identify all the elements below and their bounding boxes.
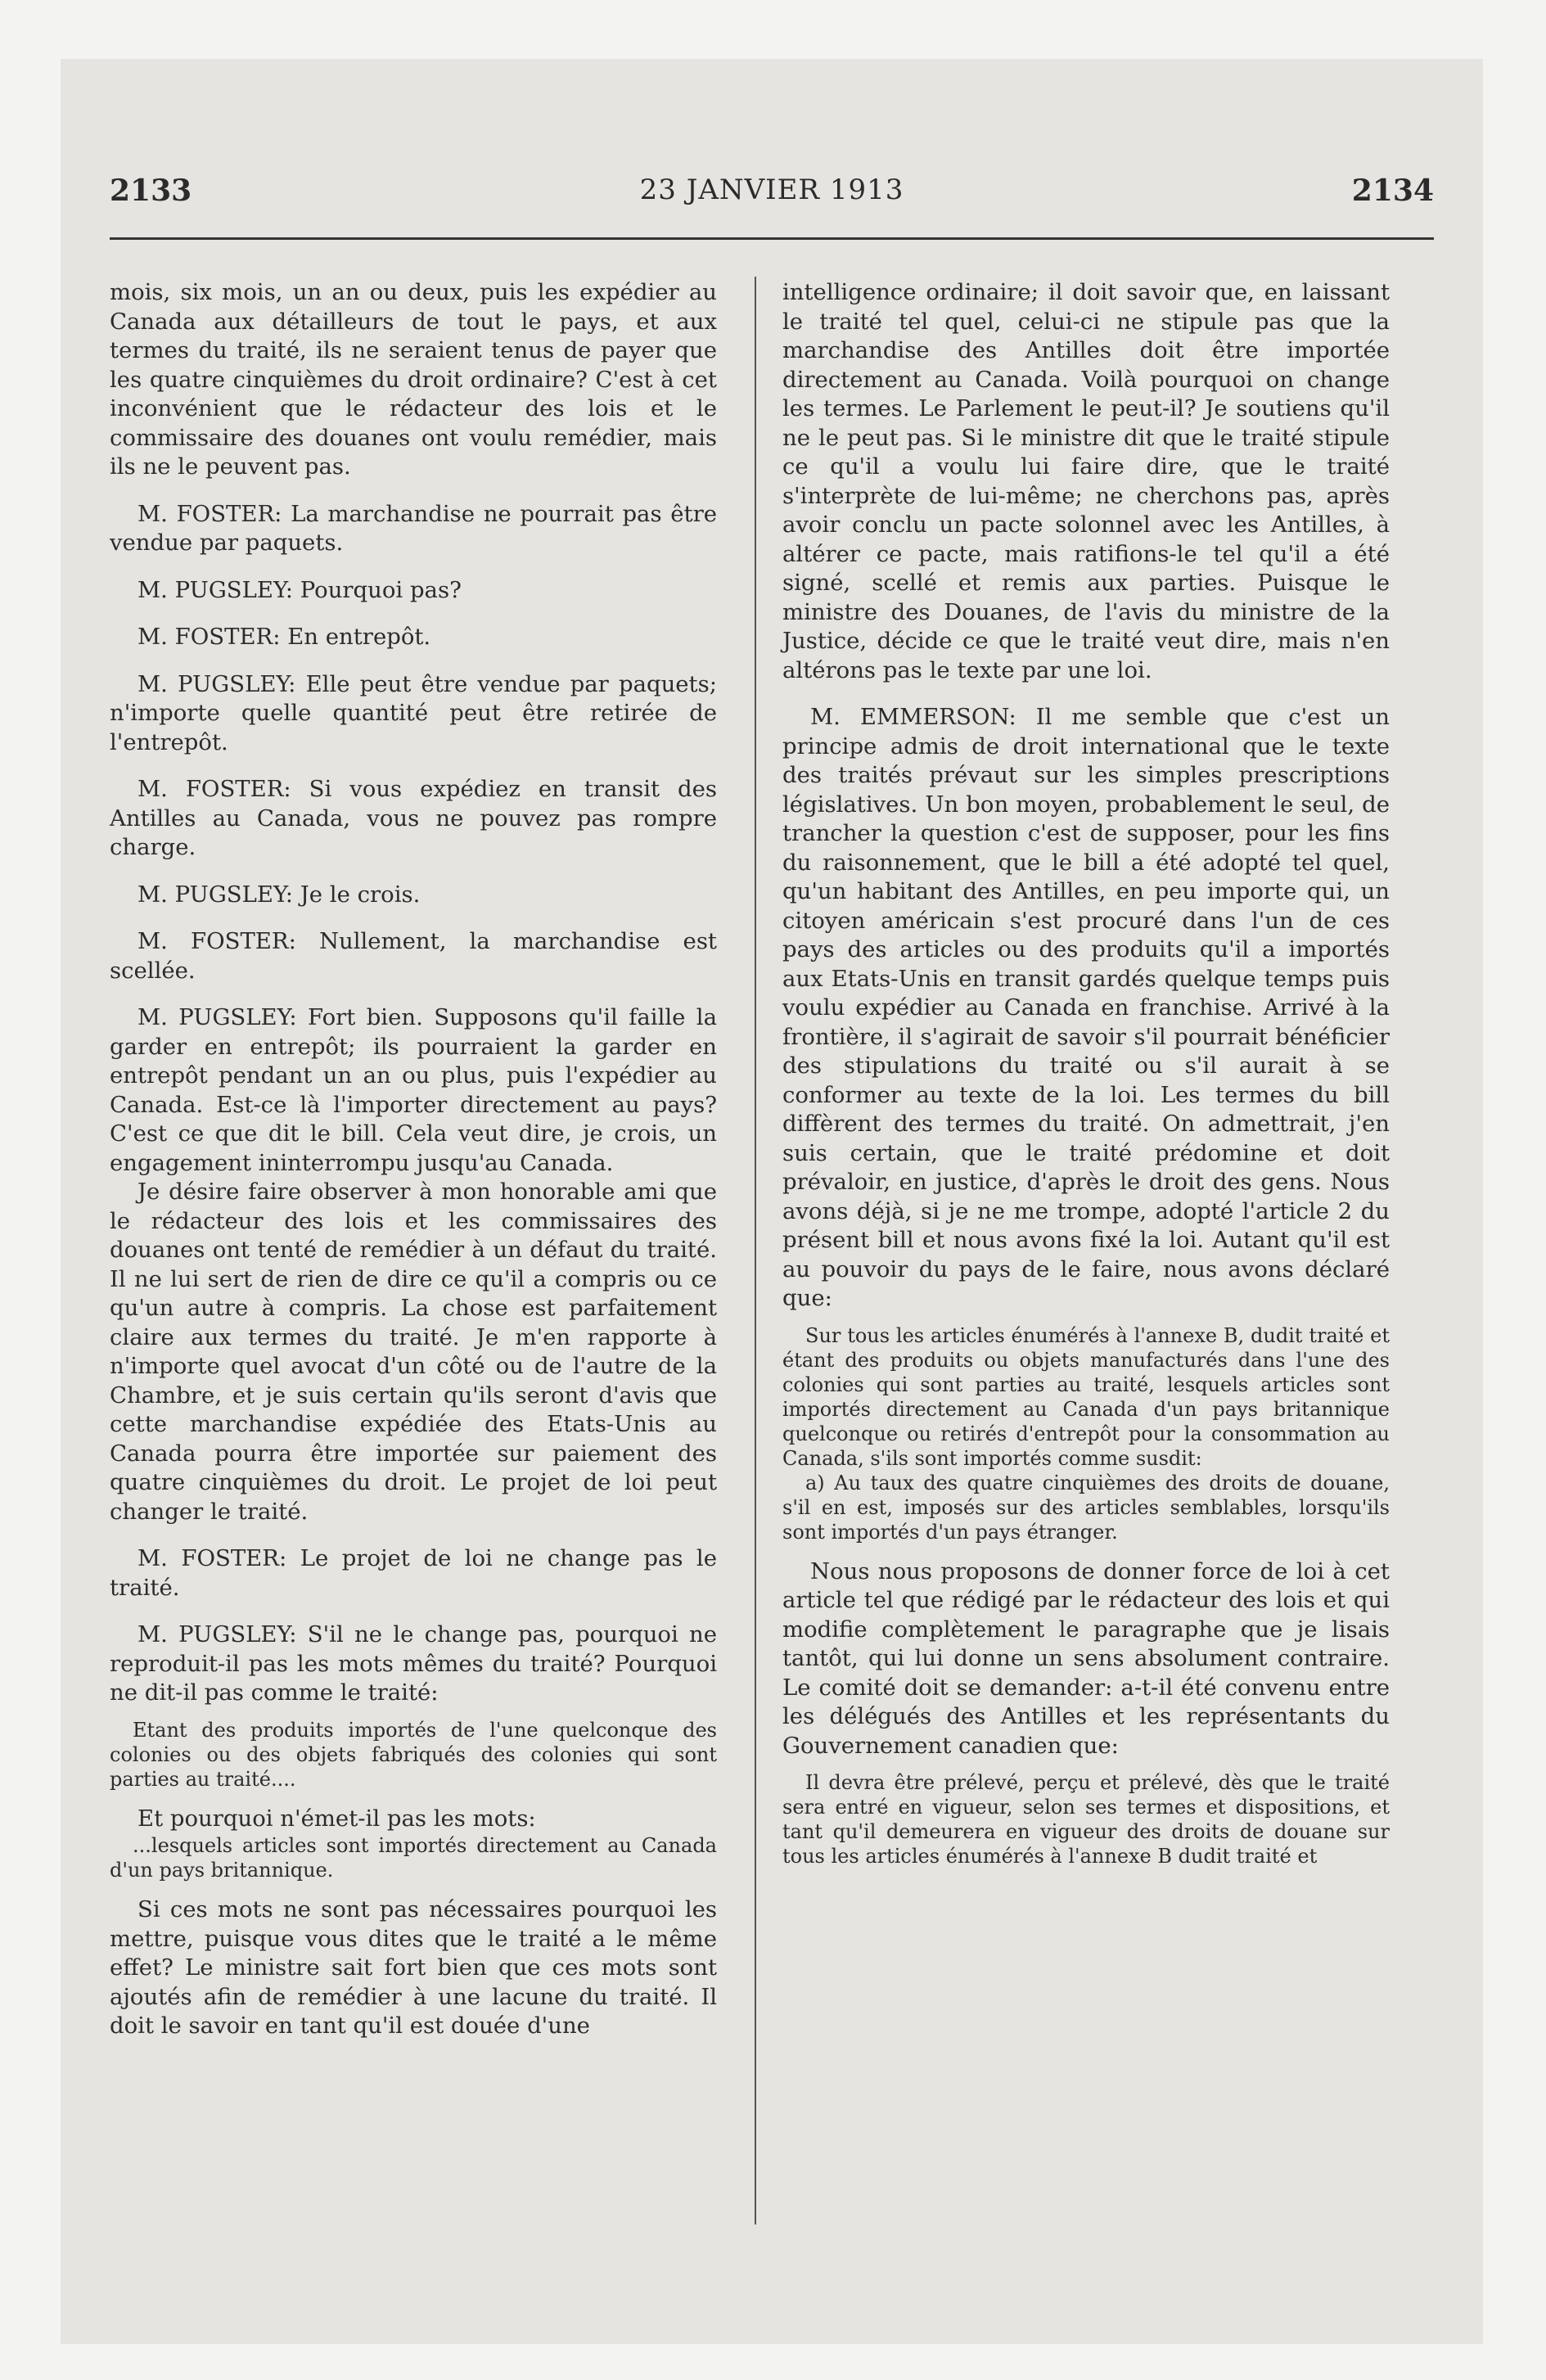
paragraph: M. PUGSLEY: Fort bien. Supposons qu'il faille la garder en entrepôt; ils pourraient la garder en entrepôt pendant un an ou plus, puis l'expédier au Canada. Est-ce là l'importer directement au pays? C'est ce que dit le bill. Cela veut dire, je crois, un engagement ininterrompu jusqu'au Canada.: [110, 1004, 717, 1176]
right-column: [782, 278, 1390, 1868]
paragraph: M. FOSTER: Le projet de loi ne change pas le traité.: [110, 1545, 717, 1601]
paragraph: Je désire faire observer à mon honorable ami que le rédacteur des lois et les commissaires des douanes ont tenté de remédier à un défaut du traité. Il ne lui sert de rien de dire ce qu'il a compris ou ce qu'un autre à compris. La chose est parfaitement claire aux termes du traité. Je m'en rapporte à n'importe quel avocat d'un côté ou de l'autre de la Chambre, et je suis certain qu'ils seront d'avis que cette marchandise expédiée des Etats-Unis au Canada pourra être importée sur paiement des quatre cinquièmes du droit. Le projet de loi peut changer le traité.: [110, 1179, 717, 1525]
page-number-left: 2133: [110, 174, 192, 208]
paragraph: M. FOSTER: Si vous expédiez en transit des Antilles au Canada, vous ne pouvez pas rompre charge.: [110, 776, 717, 860]
paragraph: M. EMMERSON: Il me semble que c'est un principe admis de droit international que le texte des traités prévaut sur les simples prescriptions législatives. Un bon moyen, probablement le seul, de trancher la question c'est de supposer, pour les fins du raisonnement, que le bill a été adopté tel quel, qu'un habitant des Antilles, en peu importe qui, un citoyen américain s'est procuré dans l'un de ces pays des articles ou des produits qu'il a importés aux Etats-Unis en transit gardés quelque temps puis voulu expédier au Canada en franchise. Arrivé à la frontière, il s'agirait de savoir s'il pourrait bénéficier des stipulations du traité ou s'il aurait à se conformer au texte de la loi. Les termes du bill diffèrent des termes du traité. On admettrait, j'en suis certain, que le traité prédomine et doit prévaloir, en justice, d'après le droit des gens. Nous avons déjà, si je ne me trompe, adopté l'article 2 du présent bill et nous avons fixé la loi. Autant qu'il est au pouvoir du pays de le faire, nous avons déclaré que:: [782, 704, 1390, 1311]
paragraph: Nous nous proposons de donner force de loi à cet article tel que rédigé par le rédacteur des lois et qui modifie complètement le paragraphe que je lisais tantôt, qui lui donne un sens absolument contraire. Le comité doit se demander: a-t-il été convenu entre les délégués des Antilles et les représentants du Gouvernement canadien que:: [782, 1557, 1390, 1759]
paragraph: M. PUGSLEY: S'il ne le change pas, pourquoi ne reproduit-il pas les mots mêmes du traité? Pourquoi ne dit-il pas comme le traité:: [110, 1621, 717, 1706]
page-date: 23 JANVIER 1913: [639, 174, 904, 206]
document-page: [61, 59, 1483, 2344]
paragraph: M. FOSTER: La marchandise ne pourrait pas être vendue par paquets.: [110, 500, 717, 556]
left-column: [110, 278, 717, 2041]
paragraph: mois, six mois, un an ou deux, puis les expédier au Canada aux détailleurs de tout le pays, et aux termes du traité, ils ne seraient tenus de payer que les quatre cinquièmes du droit ordinaire? C'est à cet inconvénient que le rédacteur des lois et le commissaire des douanes ont voulu remédier, mais ils ne le peuvent pas.: [110, 279, 717, 480]
paragraph: M. PUGSLEY: Elle peut être vendue par paquets; n'importe quelle quantité peut être retirée de l'entrepôt.: [110, 670, 717, 755]
header-rule: [110, 237, 1434, 240]
paragraph: M. FOSTER: Nullement, la marchandise est scellée.: [110, 928, 717, 984]
page-number-right: 2134: [1351, 174, 1434, 208]
quotation: a) Au taux des quatre cinquièmes des droits de douane, s'il en est, imposés sur des articles semblables, lorsqu'ils sont importés d'un pays étranger.: [782, 1471, 1390, 1544]
paragraph: Si ces mots ne sont pas nécessaires pourquoi les mettre, puisque vous dites que le traité a le même effet? Le ministre sait fort bien que ces mots sont ajoutés afin de remédier à une lacune du traité. Il doit le savoir en tant qu'il est douée d'une: [110, 1896, 717, 2039]
paragraph: M. PUGSLEY: Je le crois.: [137, 881, 421, 908]
quotation: ...lesquels articles sont importés directement au Canada d'un pays britannique.: [110, 1834, 717, 1882]
paragraph: Et pourquoi n'émet-il pas les mots:: [137, 1805, 536, 1832]
column-divider: [755, 277, 756, 2224]
paragraph: M. PUGSLEY: Pourquoi pas?: [137, 576, 462, 603]
paragraph: intelligence ordinaire; il doit savoir que, en laissant le traité tel quel, celui-ci ne stipule pas que la marchandise des Antilles doit être importée directement au Canada. Voilà pourquoi on change les termes. Le Parlement le peut-il? Je soutiens qu'il ne le peut pas. Si le ministre dit que le traité stipule ce qu'il a voulu lui faire dire, que le traité s'interprète de lui-même; ne cherchons pas, après avoir conclu un pacte solonnel avec les Antilles, à altérer ce pacte, mais ratifions-le tel qu'il a été signé, scellé et remis aux parties. Puisque le ministre des Douanes, de l'avis du ministre de la Justice, décide ce que le traité veut dire, mais n'en altérons pas le texte par une loi.: [782, 279, 1390, 683]
paragraph: M. FOSTER: En entrepôt.: [137, 624, 431, 650]
quotation: Il devra être prélevé, perçu et prélevé, dès que le traité sera entré en vigueur, selon ses termes et dispositions, et tant qu'il demeurera en vigueur des droits de douane sur tous les articles énumérés à l'annexe B dudit traité et: [782, 1771, 1390, 1868]
quotation: Etant des produits importés de l'une quelconque des colonies ou des objets fabriqués des colonies qui sont parties au traité....: [110, 1718, 717, 1791]
quotation: Sur tous les articles énumérés à l'annexe B, dudit traité et étant des produits ou objets manufacturés dans l'une des colonies qui sont parties au traité, lesquels articles sont importés directement au Canada d'un pays britannique quelconque ou retirés d'entrepôt pour la consommation au Canada, s'ils sont importés comme susdit:: [782, 1323, 1390, 1470]
page-header: [110, 174, 1434, 223]
